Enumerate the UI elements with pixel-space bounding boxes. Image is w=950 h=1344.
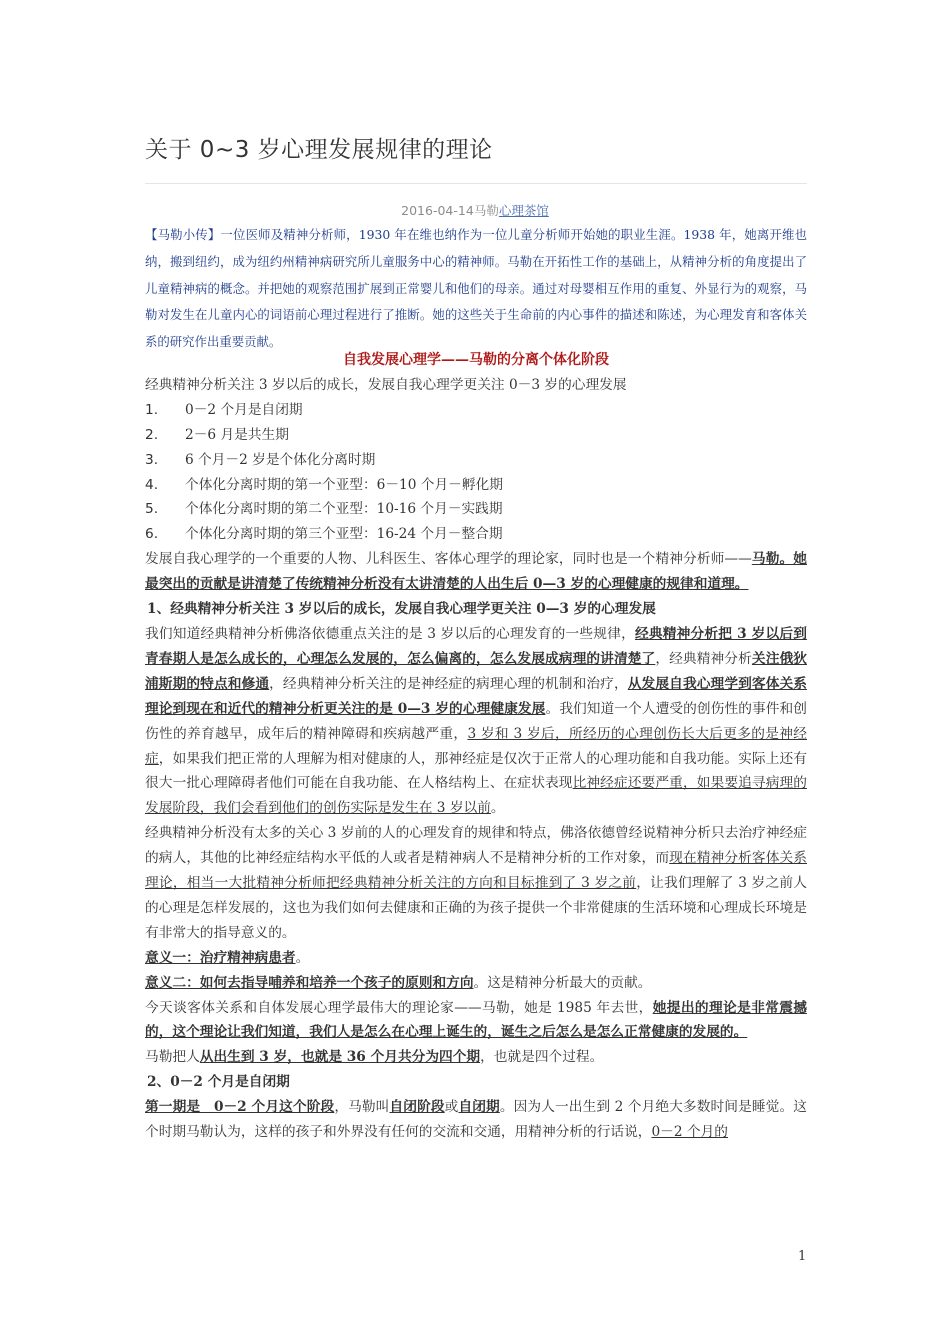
section-heading-2: 2、0－2 个月是自闭期 — [147, 1074, 290, 1091]
paragraph-object-relations: 经典精神分析没有太多的关心 3 岁前的人的心理发育的规律和特点，佛洛依德曾经说精神分析只去治疗神经症的病人，其他的比神经症结构水平低的人或者是精神病人不是精神分析的工作对象，而现在精神分析客体关系理论，相当一大批精神分析师把经典精神分析关注的方向和目标推到了 3 岁之前，让我们理解了 3 岁之前人的心理是怎样发展的，这也为我们如何去健康和正确的为孩子提供一个非常健康的生活环境和心理成长环境是有非常大的指导意义的。 — [145, 825, 807, 941]
list-item — [145, 423, 807, 448]
article-body — [145, 348, 807, 1145]
list-number: 1. — [145, 401, 159, 418]
paragraph-mahler-intro: 发展自我心理学的一个重要的人物、儿科医生、客体心理学的理论家，同时也是一个精神分析师——马勒。她最突出的贡献是讲清楚了传统精神分析没有太讲清楚的人出生后 0—3 岁的心理健康的规律和道理。 — [145, 551, 807, 593]
list-number: 6. — [145, 526, 159, 543]
paragraph-autistic-phase: 第一期是 0－2 个月这个阶段，马勒叫自闭阶段或自闭期。因为人一出生到 2 个月绝大多数时间是睡觉。这个时期马勒认为，这样的孩子和外界没有任何的交流和交通，用精神分析的行话说，0－2 个月的 — [145, 1099, 807, 1141]
list-number: 3. — [145, 451, 159, 468]
meaning-one: 意义一：治疗精神病患者。 — [145, 949, 310, 966]
list-item — [145, 522, 807, 547]
section-heading: 自我发展心理学——马勒的分离个体化阶段 — [343, 352, 609, 368]
bio-paragraph: 【马勒小传】一位医师及精神分析师，1930 年在维也纳作为一位儿童分析师开始她的职业生涯。1938 年，她离开维也纳，搬到纽约，成为纽约州精神病研究所儿童服务中心的精神师。马勒在开拓性工作的基础上，从精神分析的角度提出了儿童精神病的概念。并把她的观察范围扩展到正常婴儿和他们的母亲。通过对母婴相互作用的重复、外显行为的观察，马勒对发生在儿童内心的词语前心理过程进行了推断。她的这些关于生命前的内心事件的描述和陈述，为心理发育和客体关系的研究作出重要贡献。 — [145, 227, 807, 350]
list-number: 4. — [145, 476, 159, 493]
list-item — [145, 473, 807, 498]
list-text: 个体化分离时期的第一个亚型：6－10 个月－孵化期 — [185, 476, 503, 493]
list-text: 6 个月－2 岁是个体化分离时期 — [185, 451, 376, 468]
list-text: 0－2 个月是自闭期 — [185, 401, 303, 418]
section-heading-1: 1、经典精神分析关注 3 岁以后的成长，发展自我心理学更关注 0—3 岁的心理发展 — [147, 601, 656, 618]
list-text: 2－6 月是共生期 — [185, 426, 289, 443]
paragraph-classic-analysis: 我们知道经典精神分析佛洛依德重点关注的是 3 岁以后的心理发育的一些规律，经典精神分析把 3 岁以后到青春期人是怎么成长的，心理怎么发展的，怎么偏离的，怎么发展成病理的讲清楚了，经典精神分析关注俄狄浦斯期的特点和修通，经典精神分析关注的是神经症的病理心理的机制和治疗，从发展自我心理学到客体关系理论到现在和近代的精神分析更关注的是 0—3 岁的心理健康发展。我们知道一个人遭受的创伤性的事件和创伤性的养育越早，成年后的精神障碍和疾病越严重，3 岁和 3 岁后，所经历的心理创伤长大后更多的是神经症，如果我们把正常的人理解为相对健康的人，那神经症是仅次于正常人的心理功能和自我功能。实际上还有很大一批心理障碍者他们可能在自我功能、在人格结构上、在症状表现比神经症还要严重，如果要追寻病理的发展阶段，我们会看到他们的创伤实际是发生在 3 岁以前。 — [145, 625, 807, 817]
article-date: 2016-04-14 — [401, 203, 474, 218]
meaning-two: 意义二：如何去指导哺养和培养一个孩子的原则和方向。这是精神分析最大的贡献。 — [145, 974, 652, 991]
page-title: 关于 0~3 岁心理发展规律的理论 — [145, 137, 493, 163]
list-item — [145, 497, 807, 522]
article-meta — [0, 201, 950, 219]
source-link[interactable]: 心理茶馆 — [498, 203, 549, 218]
stage-list — [145, 398, 807, 547]
paragraph-four-stages: 马勒把人从出生到 3 岁，也就是 36 个月共分为四个期，也就是四个过程。 — [145, 1049, 604, 1066]
list-text: 个体化分离时期的第二个亚型：10-16 个月－实践期 — [185, 501, 503, 518]
list-number: 5. — [145, 501, 159, 518]
title-divider — [145, 183, 807, 184]
list-number: 2. — [145, 426, 159, 443]
intro-line: 经典精神分析关注 3 岁以后的成长，发展自我心理学更关注 0－3 岁的心理发展 — [145, 376, 627, 393]
list-item — [145, 448, 807, 473]
list-text: 个体化分离时期的第三个亚型：16-24 个月－整合期 — [185, 526, 503, 543]
page-number: 1 — [798, 1249, 807, 1264]
list-item — [145, 398, 807, 423]
article-author: 马勒 — [473, 203, 499, 218]
paragraph-mahler-theory: 今天谈客体关系和自体发展心理学最伟大的理论家——马勒，她是 1985 年去世，她提出的理论是非常震撼的，这个理论让我们知道，我们人是怎么在心理上诞生的，诞生之后怎么是怎么正常健康的发展的。 — [145, 999, 807, 1041]
